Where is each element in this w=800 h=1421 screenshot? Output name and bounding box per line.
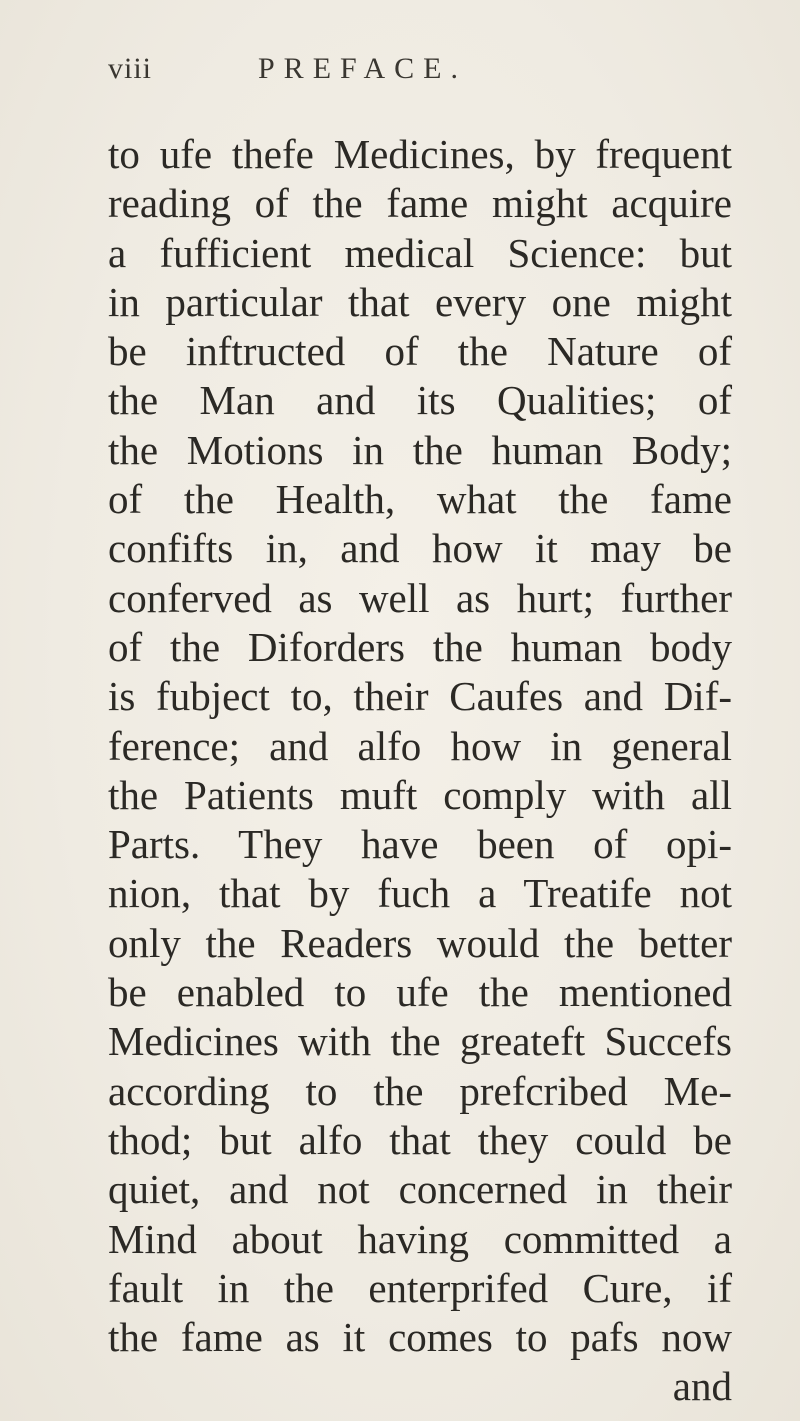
- text-line: nion, that by fuch a Treatife not: [108, 870, 732, 917]
- text-line: is fubject to, their Caufes and Dif-: [108, 673, 732, 720]
- text-line: be enabled to ufe the mentioned: [108, 969, 732, 1016]
- running-title: PREFACE.: [258, 52, 467, 85]
- body-text: [108, 130, 732, 1412]
- text-line: the fame as it comes to pafs now: [108, 1314, 732, 1361]
- text-line: the Man and its Qualities; of: [108, 377, 732, 424]
- text-line: conferved as well as hurt; further: [108, 574, 732, 621]
- text-line: a fufficient medical Science: but: [108, 229, 732, 276]
- page-number: viii: [108, 52, 153, 85]
- text-line: Mind about having committed a: [108, 1215, 732, 1262]
- text-line: Medicines with the greateft Succefs: [108, 1018, 732, 1065]
- text-line: ference; and alfo how in general: [108, 722, 732, 769]
- text-line: in particular that every one might: [108, 278, 732, 325]
- text-line: thod; but alfo that they could be: [108, 1116, 732, 1163]
- text-line: confifts in, and how it may be: [108, 525, 732, 572]
- text-line: of the Health, what the fame: [108, 476, 732, 523]
- text-line: fault in the enterprifed Cure, if: [108, 1264, 732, 1311]
- text-line: of the Diforders the human body: [108, 623, 732, 670]
- catchword: and: [672, 1363, 732, 1410]
- text-line: the Motions in the human Body;: [108, 426, 732, 473]
- text-line: only the Readers would the better: [108, 919, 732, 966]
- text-line: quiet, and not concerned in their: [108, 1166, 732, 1213]
- text-line: according to the prefcribed Me-: [108, 1067, 732, 1114]
- text-line: reading of the fame might acquire: [108, 180, 732, 227]
- text-line: to ufe thefe Medicines, by frequent: [108, 131, 732, 177]
- text-line: be inftructed of the Nature of: [108, 328, 732, 375]
- running-head: [0, 52, 800, 92]
- text-line: the Patients muft comply with all: [108, 771, 732, 818]
- text-line: Parts. They have been of opi-: [108, 821, 732, 868]
